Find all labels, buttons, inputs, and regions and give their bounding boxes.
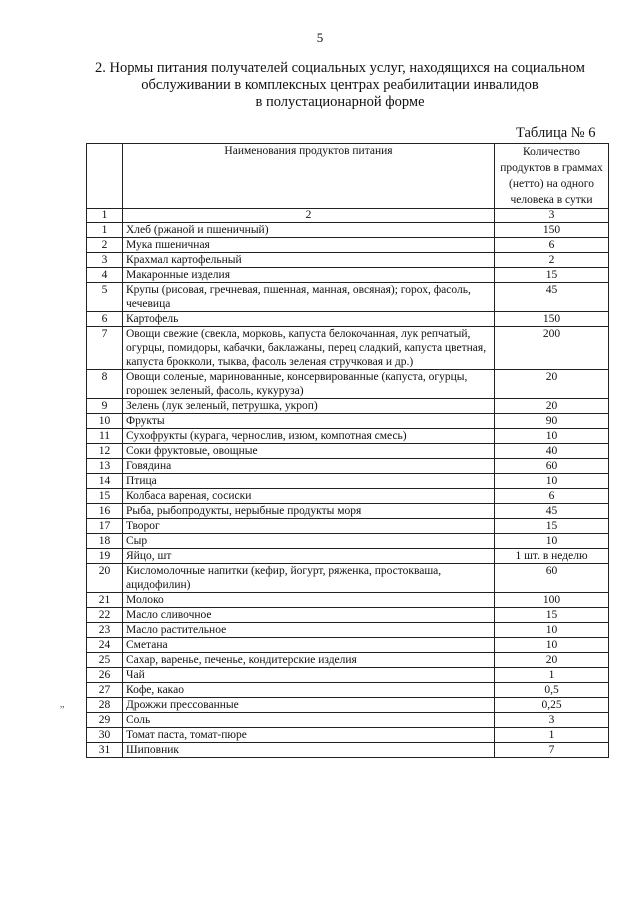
page-number: 5 bbox=[316, 30, 324, 45]
table-row bbox=[87, 668, 609, 683]
header-quantity: Количество продуктов в граммах (нетто) на одного человека в сутки bbox=[495, 144, 609, 209]
product-name: Кисломолочные напитки (кефир, йогурт, ряженка, простокваша, ацидофилин) bbox=[123, 564, 495, 593]
table-row bbox=[87, 713, 609, 728]
row-number: 25 bbox=[87, 653, 123, 668]
product-quantity: 10 bbox=[495, 429, 609, 444]
table-row bbox=[87, 238, 609, 253]
table-row bbox=[87, 593, 609, 608]
table-row bbox=[87, 534, 609, 549]
table-header-row bbox=[87, 144, 609, 209]
row-number: 8 bbox=[87, 370, 123, 399]
product-name: Шиповник bbox=[123, 743, 495, 758]
table-row bbox=[87, 312, 609, 327]
row-number: 22 bbox=[87, 608, 123, 623]
table-row bbox=[87, 608, 609, 623]
product-name: Сыр bbox=[123, 534, 495, 549]
row-number: 16 bbox=[87, 504, 123, 519]
product-quantity: 60 bbox=[495, 459, 609, 474]
product-name: Овощи соленые, маринованные, консервированные (капуста, огурцы, горошек зеленый, фасоль, кукуруза) bbox=[123, 370, 495, 399]
product-name: Яйцо, шт bbox=[123, 549, 495, 564]
table-row bbox=[87, 268, 609, 283]
product-quantity: 7 bbox=[495, 743, 609, 758]
product-quantity: 200 bbox=[495, 327, 609, 370]
row-number: 13 bbox=[87, 459, 123, 474]
row-number: 31 bbox=[87, 743, 123, 758]
product-quantity: 15 bbox=[495, 519, 609, 534]
table-row bbox=[87, 683, 609, 698]
column-number: 3 bbox=[495, 209, 609, 223]
table-row bbox=[87, 459, 609, 474]
row-number: 1 bbox=[87, 223, 123, 238]
product-name: Колбаса вареная, сосиски bbox=[123, 489, 495, 504]
table-row bbox=[87, 564, 609, 593]
product-quantity: 2 bbox=[495, 253, 609, 268]
table-row bbox=[87, 623, 609, 638]
row-number: 28 bbox=[87, 698, 123, 713]
product-quantity: 100 bbox=[495, 593, 609, 608]
product-quantity: 1 шт. в неделю bbox=[495, 549, 609, 564]
product-name: Соль bbox=[123, 713, 495, 728]
product-quantity: 3 bbox=[495, 713, 609, 728]
header-product-name: Наименования продуктов питания bbox=[123, 144, 495, 209]
product-quantity: 20 bbox=[495, 370, 609, 399]
row-number: 4 bbox=[87, 268, 123, 283]
product-name: Птица bbox=[123, 474, 495, 489]
product-quantity: 150 bbox=[495, 223, 609, 238]
product-quantity: 15 bbox=[495, 268, 609, 283]
product-name: Кофе, какао bbox=[123, 683, 495, 698]
product-quantity: 6 bbox=[495, 489, 609, 504]
product-name: Крахмал картофельный bbox=[123, 253, 495, 268]
table-row bbox=[87, 414, 609, 429]
row-number: 7 bbox=[87, 327, 123, 370]
table-row bbox=[87, 327, 609, 370]
product-quantity: 20 bbox=[495, 653, 609, 668]
table-row bbox=[87, 370, 609, 399]
row-number: 3 bbox=[87, 253, 123, 268]
row-number: 6 bbox=[87, 312, 123, 327]
row-number: 17 bbox=[87, 519, 123, 534]
product-name: Крупы (рисовая, гречневая, пшенная, манная, овсяная); горох, фасоль, чечевица bbox=[123, 283, 495, 312]
product-name: Макаронные изделия bbox=[123, 268, 495, 283]
product-quantity: 10 bbox=[495, 534, 609, 549]
row-number: 5 bbox=[87, 283, 123, 312]
margin-mark: ,, bbox=[60, 699, 65, 709]
table-row bbox=[87, 728, 609, 743]
product-name: Молоко bbox=[123, 593, 495, 608]
product-name: Дрожжи прессованные bbox=[123, 698, 495, 713]
product-name: Рыба, рыбопродукты, нерыбные продукты моря bbox=[123, 504, 495, 519]
product-name: Мука пшеничная bbox=[123, 238, 495, 253]
heading-line-2: обслуживании в комплексных центрах реабилитации инвалидов bbox=[141, 77, 539, 93]
product-quantity: 90 bbox=[495, 414, 609, 429]
row-number: 14 bbox=[87, 474, 123, 489]
product-name: Творог bbox=[123, 519, 495, 534]
product-name: Говядина bbox=[123, 459, 495, 474]
row-number: 18 bbox=[87, 534, 123, 549]
product-quantity: 40 bbox=[495, 444, 609, 459]
row-number: 19 bbox=[87, 549, 123, 564]
product-quantity: 150 bbox=[495, 312, 609, 327]
product-quantity: 0,25 bbox=[495, 698, 609, 713]
column-number: 1 bbox=[87, 209, 123, 223]
product-quantity: 15 bbox=[495, 608, 609, 623]
product-name: Хлеб (ржаной и пшеничный) bbox=[123, 223, 495, 238]
row-number: 2 bbox=[87, 238, 123, 253]
product-name: Картофель bbox=[123, 312, 495, 327]
product-name: Овощи свежие (свекла, морковь, капуста белокочанная, лук репчатый, огурцы, помидоры, кабачки, баклажаны, перец сладкий, капуста цветная, капуста брокколи, тыква, фасоль зеленая стручковая и др.) bbox=[123, 327, 495, 370]
table-row bbox=[87, 519, 609, 534]
row-number: 20 bbox=[87, 564, 123, 593]
product-name: Чай bbox=[123, 668, 495, 683]
table-row bbox=[87, 698, 609, 713]
product-quantity: 10 bbox=[495, 638, 609, 653]
table-row bbox=[87, 283, 609, 312]
heading-line-3: в полустационарной форме bbox=[255, 94, 425, 110]
product-name: Сахар, варенье, печенье, кондитерские изделия bbox=[123, 653, 495, 668]
product-quantity: 10 bbox=[495, 474, 609, 489]
table-row bbox=[87, 743, 609, 758]
table-row bbox=[87, 489, 609, 504]
table-row bbox=[87, 223, 609, 238]
row-number: 15 bbox=[87, 489, 123, 504]
row-number: 26 bbox=[87, 668, 123, 683]
row-number: 21 bbox=[87, 593, 123, 608]
product-name: Фрукты bbox=[123, 414, 495, 429]
product-name: Масло растительное bbox=[123, 623, 495, 638]
product-quantity: 1 bbox=[495, 728, 609, 743]
product-name: Сметана bbox=[123, 638, 495, 653]
heading-line-1: 2. Нормы питания получателей социальных услуг, находящихся на социальном bbox=[95, 60, 585, 76]
product-quantity: 0,5 bbox=[495, 683, 609, 698]
table-row bbox=[87, 399, 609, 414]
table-row bbox=[87, 653, 609, 668]
row-number: 9 bbox=[87, 399, 123, 414]
row-number: 30 bbox=[87, 728, 123, 743]
product-quantity: 10 bbox=[495, 623, 609, 638]
table-row bbox=[87, 504, 609, 519]
table-row bbox=[87, 638, 609, 653]
product-name: Масло сливочное bbox=[123, 608, 495, 623]
document-heading bbox=[70, 60, 610, 111]
table-row bbox=[87, 474, 609, 489]
product-name: Зелень (лук зеленый, петрушка, укроп) bbox=[123, 399, 495, 414]
column-number-row bbox=[87, 209, 609, 223]
header-number bbox=[87, 144, 123, 209]
product-name: Сухофрукты (курага, чернослив, изюм, компотная смесь) bbox=[123, 429, 495, 444]
product-quantity: 45 bbox=[495, 283, 609, 312]
row-number: 12 bbox=[87, 444, 123, 459]
table-row bbox=[87, 549, 609, 564]
row-number: 11 bbox=[87, 429, 123, 444]
product-name: Соки фруктовые, овощные bbox=[123, 444, 495, 459]
product-quantity: 20 bbox=[495, 399, 609, 414]
row-number: 29 bbox=[87, 713, 123, 728]
row-number: 24 bbox=[87, 638, 123, 653]
product-quantity: 60 bbox=[495, 564, 609, 593]
row-number: 23 bbox=[87, 623, 123, 638]
product-quantity: 1 bbox=[495, 668, 609, 683]
product-quantity: 6 bbox=[495, 238, 609, 253]
table-row bbox=[87, 253, 609, 268]
table-label: Таблица № 6 bbox=[516, 125, 596, 141]
product-quantity: 45 bbox=[495, 504, 609, 519]
column-number: 2 bbox=[123, 209, 495, 223]
row-number: 27 bbox=[87, 683, 123, 698]
row-number: 10 bbox=[87, 414, 123, 429]
table-row bbox=[87, 429, 609, 444]
table-row bbox=[87, 444, 609, 459]
product-name: Томат паста, томат-пюре bbox=[123, 728, 495, 743]
nutrition-norms-table bbox=[86, 143, 609, 758]
